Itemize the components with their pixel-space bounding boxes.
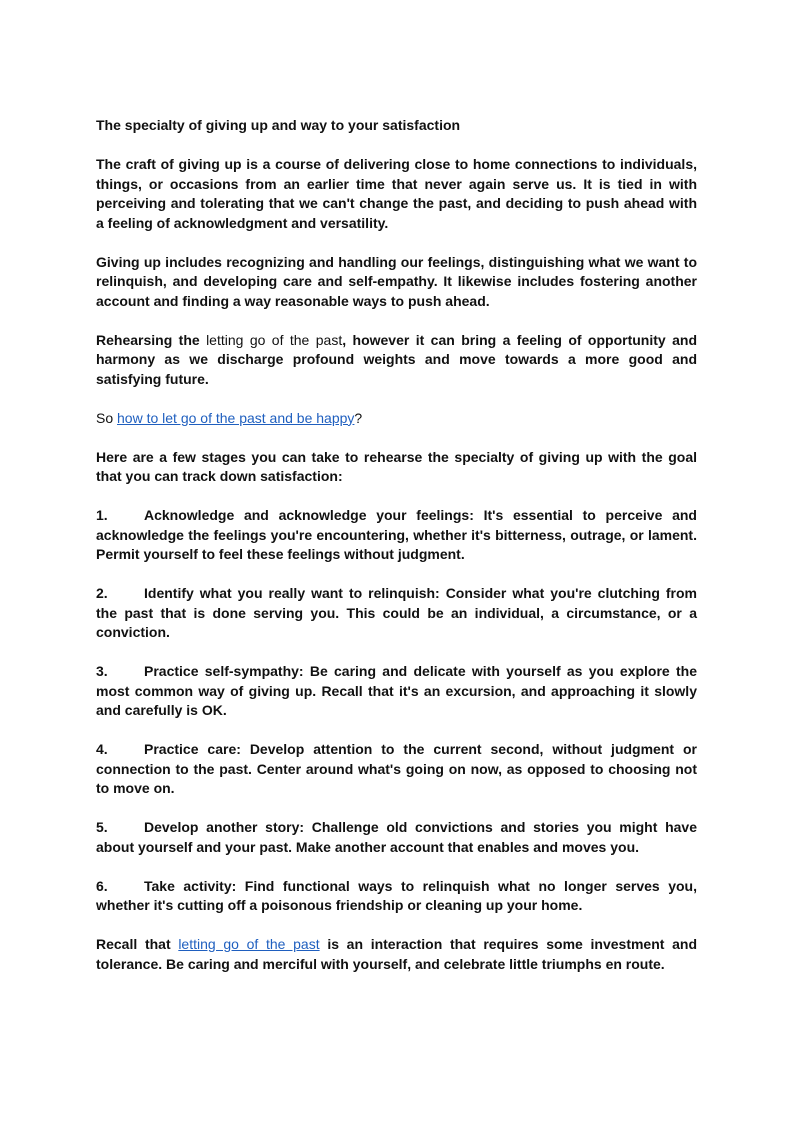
- step-number: 1.: [96, 507, 108, 523]
- steps-list: [96, 506, 697, 916]
- step-item: [96, 506, 697, 565]
- step-item: [96, 662, 697, 721]
- intro-paragraph: The craft of giving up is a course of delivering close to home connections to individuals, things, or occasions from an earlier time that never again serve us. It is tied in with perceiving and tolerating that we can't change the past, and deciding to push ahead with a feeling of acknowledgment and versatility.: [96, 156, 697, 231]
- question-paragraph: [96, 409, 697, 429]
- closing-lead: Recall that: [96, 936, 171, 952]
- how-to-let-go-link[interactable]: how to let go of the past and be happy: [117, 409, 355, 426]
- step-number: 6.: [96, 877, 108, 894]
- feelings-paragraph: Giving up includes recognizing and handling our feelings, distinguishing what we want to relinquish, and developing care and self-empathy. It likewise includes fostering another account and finding a way reasonable ways to push ahead.: [96, 253, 697, 309]
- closing-paragraph: [96, 935, 697, 974]
- rehearsing-paragraph: [96, 331, 697, 390]
- step-number: 4.: [96, 741, 108, 757]
- rehearsing-rest: , however it can bring a feeling of opportunity and harmony as we discharge profound weights and move towards a more good and satisfying future.: [96, 331, 697, 387]
- step-text: Identify what you really want to relinquish: Consider what you're clutching from the past that is done serving you. This could be an individual, a circumstance, or a conviction.: [96, 585, 697, 640]
- step-number: 2.: [96, 585, 108, 601]
- step-item: [96, 740, 697, 799]
- closing-rest: is an interaction that requires some investment and tolerance. Be caring and merciful with yourself, and celebrate little triumphs en route.: [96, 936, 698, 972]
- letting-go-of-the-past-link[interactable]: letting go of the past: [178, 936, 320, 952]
- step-number: 5.: [96, 819, 108, 835]
- step-text: Practice care: Develop attention to the current second, without judgment or connection to the past. Center around what's going on now, as opposed to choosing not to move on.: [96, 741, 697, 796]
- document-page: [96, 116, 697, 994]
- letting-go-plain-text: letting go of the past: [206, 331, 343, 348]
- step-text: Take activity: Find functional ways to relinquish what no longer serves you, whether it's cutting off a poisonous friendship or cleaning up your home.: [96, 877, 697, 913]
- step-item: [96, 877, 697, 916]
- step-item: [96, 818, 697, 857]
- step-text: Acknowledge and acknowledge your feelings: It's essential to perceive and acknowledge the feelings you're encountering, whether it's bitterness, outrage, or lament. Permit yourself to feel these feelings without judgment.: [96, 507, 697, 562]
- step-number: 3.: [96, 663, 108, 679]
- question-mark: ?: [354, 409, 363, 426]
- step-text: Practice self-sympathy: Be caring and delicate with yourself as you explore the most common way of giving up. Recall that it's an excursion, and approaching it slowly and carefully is OK.: [96, 663, 697, 718]
- rehearsing-lead: Rehearsing the: [96, 331, 200, 348]
- step-item: [96, 584, 697, 643]
- document-title: The specialty of giving up and way to your satisfaction: [96, 117, 461, 133]
- step-text: Develop another story: Challenge old convictions and stories you might have about yourself and your past. Make another account that enables and moves you.: [96, 819, 697, 855]
- question-lead: So: [96, 409, 114, 426]
- stages-intro-paragraph: Here are a few stages you can take to rehearse the specialty of giving up with the goal that you can track down satisfaction:: [96, 448, 697, 484]
